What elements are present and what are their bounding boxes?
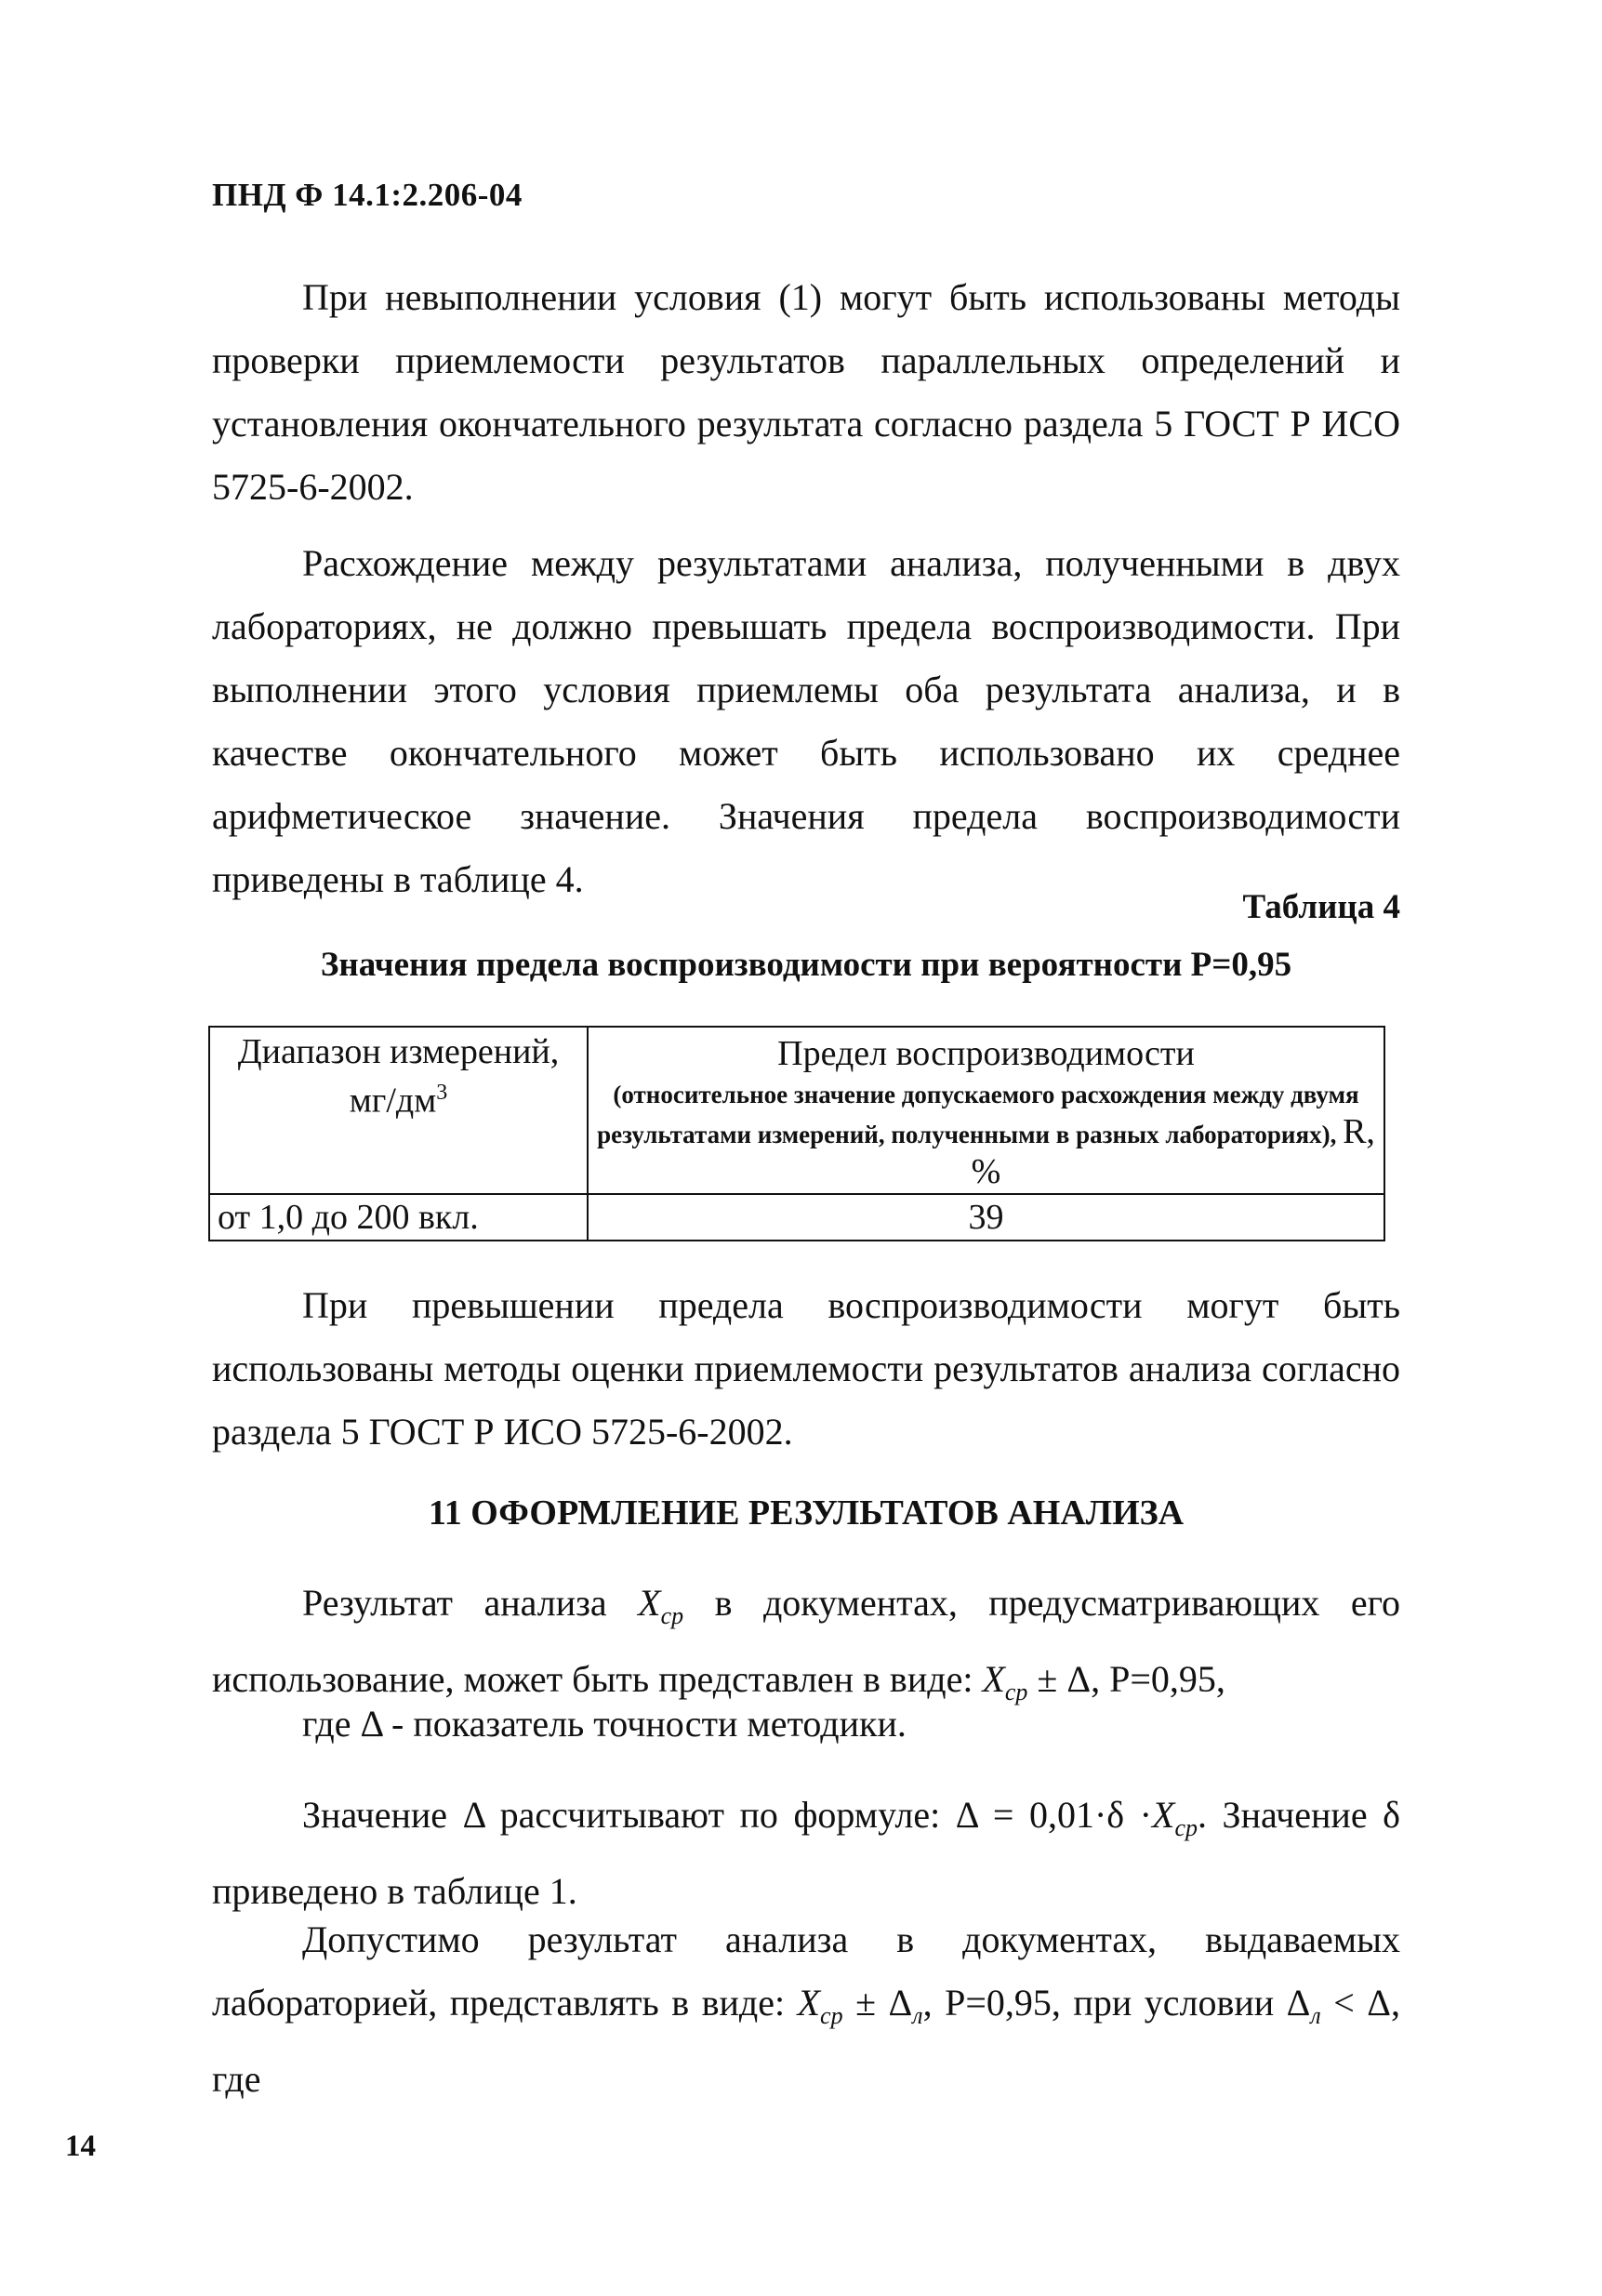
- paragraph-delta-formula: [212, 1784, 1400, 1923]
- table-header-row: [209, 1027, 1384, 1194]
- p6-delta-sub-2: л: [1310, 2002, 1321, 2029]
- p6-text-b: ± Δ: [855, 1982, 913, 2024]
- header-limit-cell: [588, 1027, 1384, 1194]
- p4-var-sub: ср: [660, 1602, 684, 1629]
- p6-var-sub: ср: [820, 2002, 843, 2029]
- paragraph-lab-result-form: [212, 1908, 1400, 2111]
- document-code: ПНД Ф 14.1:2.206-04: [212, 177, 523, 213]
- paragraph-acceptability-methods: При невыполнении условия (1) могут быть использованы методы проверки приемлемости результатов параллельных определений и установления окончательного результата согласно раздела 5 ГОСТ Р ИСО 5725-6-2002.: [212, 276, 1400, 508]
- paragraph-reproducibility: Расхождение между результатами анализа, полученными в двух лабораториях, не должно превышать предела воспроизводимости. При выполнении этого условия приемлемы оба результата анализа, и в качестве окончательного может быть использовано их среднее арифметическое значение. Значения предела воспроизводимости приведены в таблице 4.: [212, 542, 1400, 900]
- section-title: 11 ОФОРМЛЕНИЕ РЕЗУЛЬТАТОВ АНАЛИЗА: [428, 1493, 1185, 1533]
- header-range-cell: [209, 1027, 588, 1194]
- p5-var-x: X: [1152, 1794, 1175, 1836]
- header-range-unit: мг/дм: [349, 1081, 437, 1121]
- paragraph-exceeding-limit: При превышении предела воспроизводимости могут быть использованы методы оценки приемлемости результатов анализа согласно раздела 5 ГОСТ Р ИСО 5725-6-2002.: [212, 1284, 1400, 1453]
- header-limit-description-text: (относительное значение допускаемого расхождения между двумя результатами измерений, полученными в разных лабораториях),: [597, 1081, 1359, 1148]
- delta-definition: где Δ - показатель точности методики.: [302, 1703, 907, 1745]
- p5-var-sub: ср: [1174, 1814, 1198, 1841]
- p5-text-a: Значение Δ рассчитывают по формуле: Δ = 0,01·δ ·: [302, 1794, 1152, 1836]
- row-range-cell: от 1,0 до 200 вкл.: [209, 1194, 588, 1241]
- table-label: Таблица 4: [1242, 888, 1400, 926]
- p5-text-b: . Значение δ приведено в таблице 1.: [212, 1794, 1400, 1912]
- header-limit-description: [594, 1076, 1378, 1193]
- reproducibility-table: [208, 1026, 1385, 1241]
- row-value-cell: 39: [588, 1194, 1384, 1241]
- p4-text-c: ± Δ, Р=0,95,: [1037, 1658, 1225, 1700]
- p6-text-d: < Δ, где: [212, 1982, 1400, 2100]
- p4-text-b: в документах, предусматривающих его использование, может быть представлен в виде:: [212, 1582, 1401, 1700]
- header-limit-symbol: R, %: [971, 1112, 1375, 1191]
- p4-text-a: Результат анализа: [302, 1582, 607, 1624]
- p6-text-c: , Р=0,95, при условии Δ: [922, 1982, 1311, 2024]
- p6-var-x: X: [797, 1982, 821, 2024]
- p4-var-sub-2: ср: [1004, 1679, 1028, 1705]
- table-title: Значения предела воспроизводимости при вероятности Р=0,95: [320, 946, 1292, 984]
- p4-var-x-2: X: [982, 1658, 1005, 1700]
- header-limit-title: Предел воспроизводимости: [777, 1034, 1195, 1073]
- table-row: [209, 1194, 1384, 1241]
- p6-text-a: Допустимо результат анализа в документах, выдаваемых лабораторией, представлять в виде:: [212, 1918, 1400, 2024]
- header-range-unit-sup: 3: [436, 1081, 448, 1105]
- page-number: 14: [65, 2130, 96, 2163]
- p4-var-x: X: [638, 1582, 661, 1624]
- header-range-line1: Диапазон измерений,: [237, 1032, 560, 1071]
- p6-delta-sub: л: [912, 2002, 923, 2029]
